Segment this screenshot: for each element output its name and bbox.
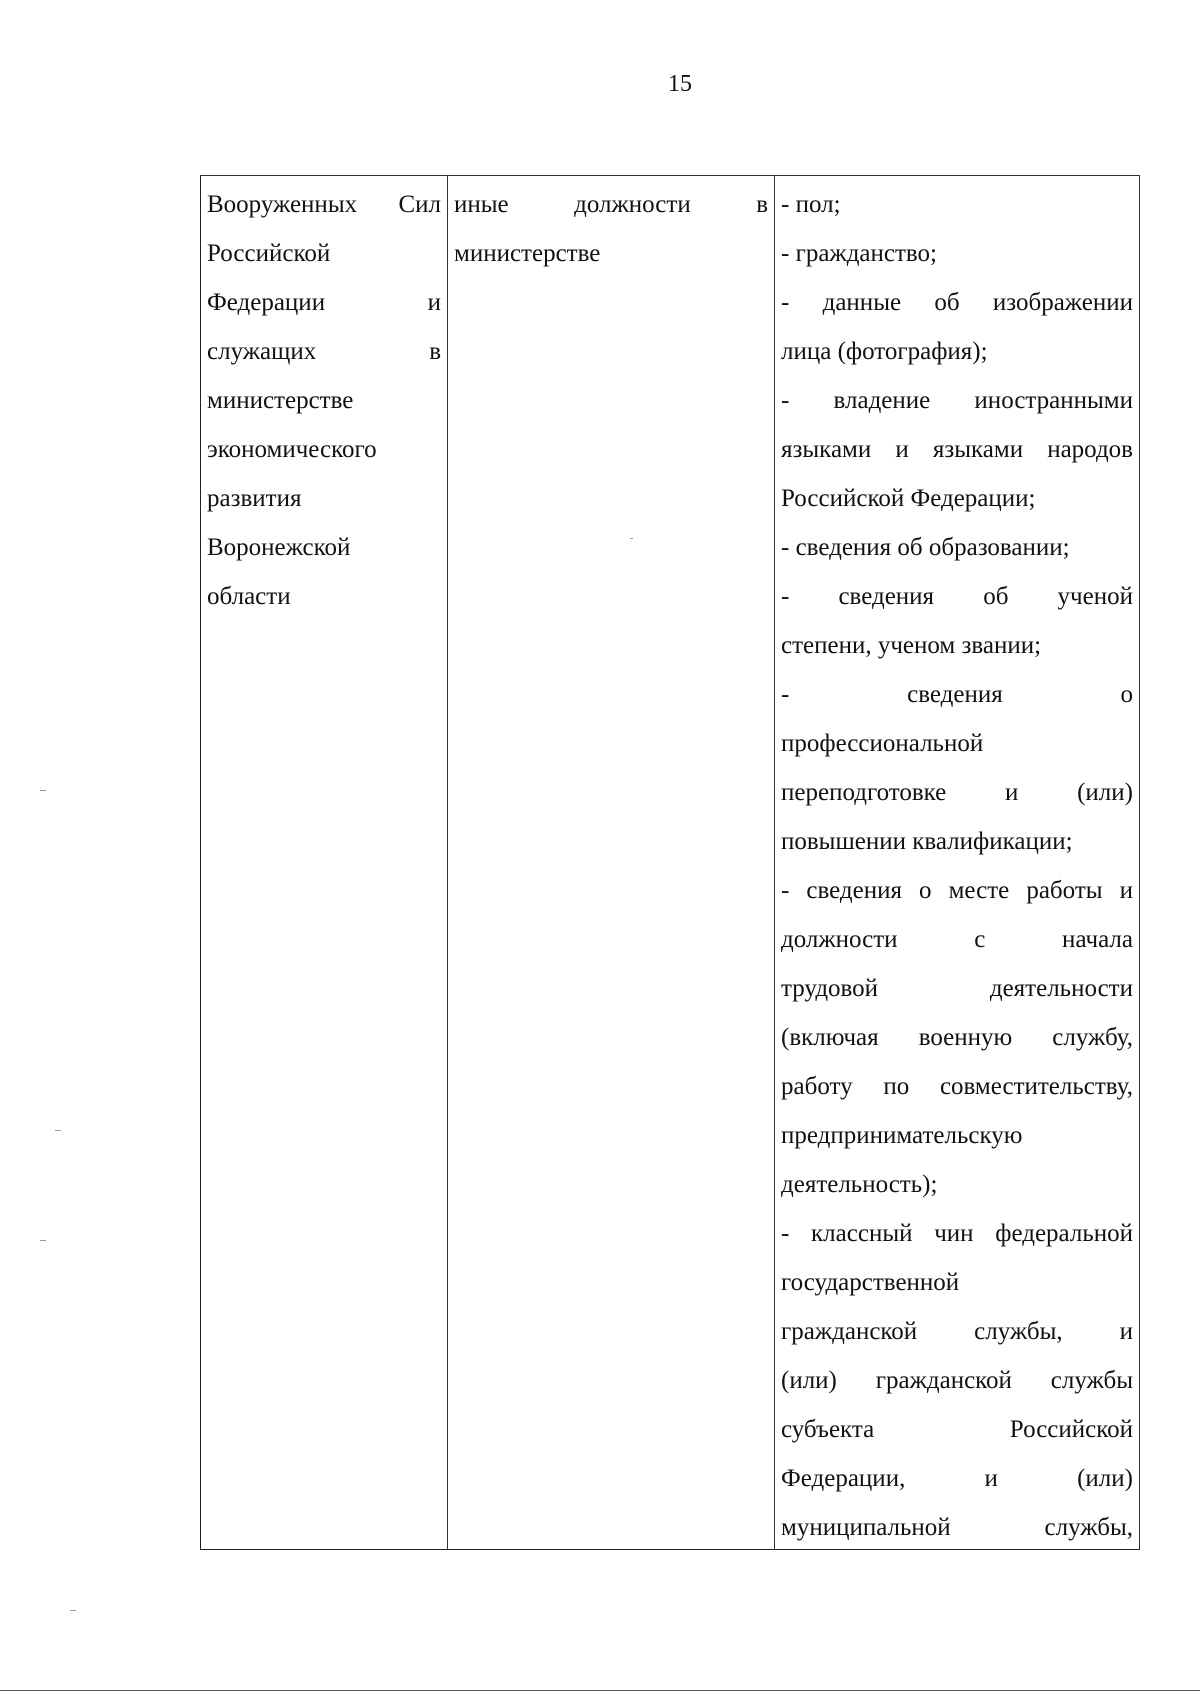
table-cell-line: государственной [781, 1269, 960, 1296]
table-cell-line: (или) гражданской службы [781, 1367, 1133, 1394]
data-table [200, 175, 1140, 1550]
table-cell-line: трудовой деятельности [781, 975, 1133, 1002]
table-column-positions [201, 176, 448, 1549]
table-cell-line: иные должности в [454, 191, 768, 218]
table-column-posts [448, 176, 775, 1549]
table-cell-line: деятельность); [781, 1171, 938, 1198]
table-cell-line: степени, ученом звании; [781, 632, 1042, 659]
table-cell-line: - сведения об ученой [781, 583, 1133, 610]
scan-artifact [70, 1610, 76, 1611]
table-cell-line: Воронежской [207, 534, 351, 561]
table-cell-line: Федерации и [207, 289, 441, 316]
page-number: 15 [668, 71, 692, 97]
scan-artifact [40, 1240, 46, 1241]
table-cell-line: субъекта Российской [781, 1416, 1133, 1443]
scan-artifact [40, 790, 46, 791]
table-cell-line: - классный чин федеральной [781, 1220, 1133, 1247]
page-bottom-rule [0, 1690, 1200, 1691]
table-cell-line: - пол; [781, 191, 841, 218]
table-cell-line: лица (фотография); [781, 338, 988, 365]
table-cell-line: служащих в [207, 338, 441, 365]
table-cell-line: - гражданство; [781, 240, 937, 267]
table-cell-line: переподготовке и (или) [781, 779, 1133, 806]
table-cell-line: повышении квалификации; [781, 828, 1073, 855]
table-cell-line: министерстве [454, 240, 601, 267]
table-cell-line: - сведения о месте работы и [781, 877, 1133, 904]
table-column-personal-data [775, 176, 1139, 1549]
table-cell-line: предпринимательскую [781, 1122, 1023, 1149]
table-cell-line: профессиональной [781, 730, 984, 757]
scan-artifact [630, 538, 633, 539]
table-cell-line: работу по совместительству, [781, 1073, 1133, 1100]
scan-artifact [55, 1130, 61, 1131]
table-cell-line: должности с начала [781, 926, 1133, 953]
table-cell-line: Вооруженных Сил [207, 191, 441, 218]
table-cell-line: - сведения об образовании; [781, 534, 1070, 561]
table-cell-line: - владение иностранными [781, 387, 1133, 414]
table-cell-line: языками и языками народов [781, 436, 1133, 463]
table-cell-line: - сведения о [781, 681, 1133, 708]
table-cell-line: министерстве [207, 387, 354, 414]
table-cell-line: Российской Федерации; [781, 485, 1036, 512]
table-cell-line: области [207, 583, 291, 610]
table-cell-line: Российской [207, 240, 331, 267]
table-cell-line: Федерации, и (или) [781, 1465, 1133, 1492]
table-cell-line: развития [207, 485, 302, 512]
table-cell-line: - данные об изображении [781, 289, 1133, 316]
table-cell-line: муниципальной службы, [781, 1514, 1133, 1541]
table-cell-line: экономического [207, 436, 377, 463]
table-cell-line: (включая военную службу, [781, 1024, 1133, 1051]
table-cell-line: гражданской службы, и [781, 1318, 1133, 1345]
